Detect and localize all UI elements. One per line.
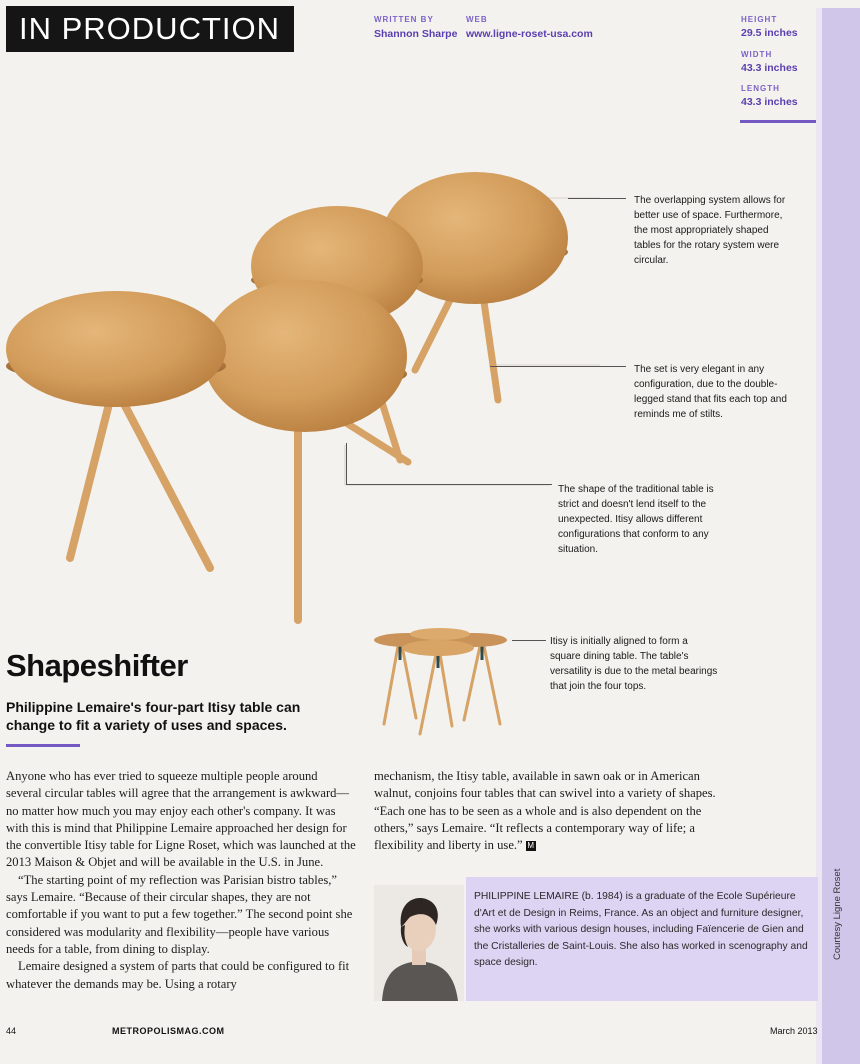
spec-length-label: LENGTH bbox=[741, 84, 780, 93]
table-top-2 bbox=[203, 280, 408, 620]
footer-date: March 2013 bbox=[770, 1026, 818, 1036]
caption-aligned: Itisy is initially aligned to form a square dining table. The table's versatility is due to the metal bearings that join the four tops. bbox=[550, 636, 718, 692]
deck-rule bbox=[6, 744, 80, 747]
leader-line-2 bbox=[490, 366, 626, 367]
spec-height-value: 29.5 inches bbox=[741, 27, 798, 39]
author-name: Shannon Sharpe bbox=[374, 28, 458, 40]
spec-rule bbox=[740, 120, 816, 123]
page-number: 44 bbox=[6, 1026, 17, 1036]
body-paragraph-3: Lemaire designed a system of parts that could be configured to fit whatever the demands may be. Using a rotary bbox=[6, 959, 350, 991]
body-column-1 bbox=[6, 768, 356, 993]
body-paragraph-2: “The starting point of my reflection was Parisian bistro tables,” says Lemaire. “Because of their circular shapes, they are not comfortable if you want to put a few together.” The second point she considered was modularity and flexibility—people have various needs for a table, from dining to display. bbox=[6, 872, 353, 956]
written-by-label: WRITTEN BY bbox=[374, 15, 434, 24]
body-paragraph-4-text: mechanism, the Itisy table, available in sawn oak or in American walnut, conjoins four tables that can swivel into a variety of shapes. “Each one has to be seen as a whole and is also dependent on the others,” says Lemaire. “It reflects a contemporary way of life; a flexibility and liberty in use.” bbox=[374, 769, 716, 853]
section-tag: IN PRODUCTION bbox=[6, 6, 294, 52]
spec-width-value: 43.3 inches bbox=[741, 62, 798, 74]
caption-elegant: The set is very elegant in any configuration, due to the double-legged stand that fits each top and reminds me of stilts. bbox=[634, 364, 787, 420]
table-top-1 bbox=[6, 291, 226, 568]
footer-site[interactable]: METROPOLISMAG.COM bbox=[112, 1026, 225, 1036]
web-link[interactable]: www.ligne-roset-usa.com bbox=[466, 28, 593, 40]
spec-length bbox=[741, 84, 798, 108]
designer-bio: PHILIPPINE LEMAIRE (b. 1984) is a graduate of the Ecole Supérieure d'Art et de Design in Reims, France. As an object and furniture designer, she works with various design houses, including Faïencerie de Gien and the Cristalleries de Saint-Louis. She also has worked in scenography and space design. bbox=[474, 891, 808, 968]
article-deck: Philippine Lemaire's four-part Itisy table can change to fit a variety of uses and spaces. bbox=[6, 699, 301, 733]
caption-shape: The shape of the traditional table is strict and doesn't lend itself to the unexpected. Itisy allows different configurations that conform to any situation. bbox=[558, 484, 714, 555]
caption-overlap: The overlapping system allows for better use of space. Furthermore, the most appropriately shaped tables for the rotary system were circular. bbox=[634, 195, 786, 266]
spec-length-value: 43.3 inches bbox=[741, 96, 798, 108]
end-mark-icon: M bbox=[527, 841, 534, 851]
body-paragraph-4 bbox=[374, 768, 726, 854]
photo-credit: Courtesy Ligne Roset bbox=[832, 868, 843, 960]
spec-width bbox=[741, 50, 798, 74]
leader-line-1 bbox=[568, 198, 626, 199]
article-headline: Shapeshifter bbox=[6, 648, 188, 683]
spec-height-label: HEIGHT bbox=[741, 15, 778, 24]
web-label: WEB bbox=[466, 15, 488, 24]
leader-line-3a bbox=[346, 443, 347, 485]
body-column-2 bbox=[374, 768, 726, 854]
body-paragraph-1: Anyone who has ever tried to squeeze multiple people around several circular tables will agree that the arrangement is awkward—no matter how much you may enjoy each other's company. It was with this is mind that Philippine Lemaire approached her design for the convertible Itisy table for Ligne Roset, which was launched at the 2013 Maison & Objet and will be available in the U.S. in June. bbox=[6, 769, 356, 870]
spec-height bbox=[741, 15, 798, 39]
leader-line-3b bbox=[346, 484, 552, 485]
square-configuration-illustration bbox=[368, 626, 514, 736]
leader-line-4 bbox=[512, 640, 546, 641]
designer-portrait bbox=[374, 885, 464, 1001]
spec-width-label: WIDTH bbox=[741, 50, 773, 59]
itisy-table-illustration bbox=[0, 150, 600, 630]
